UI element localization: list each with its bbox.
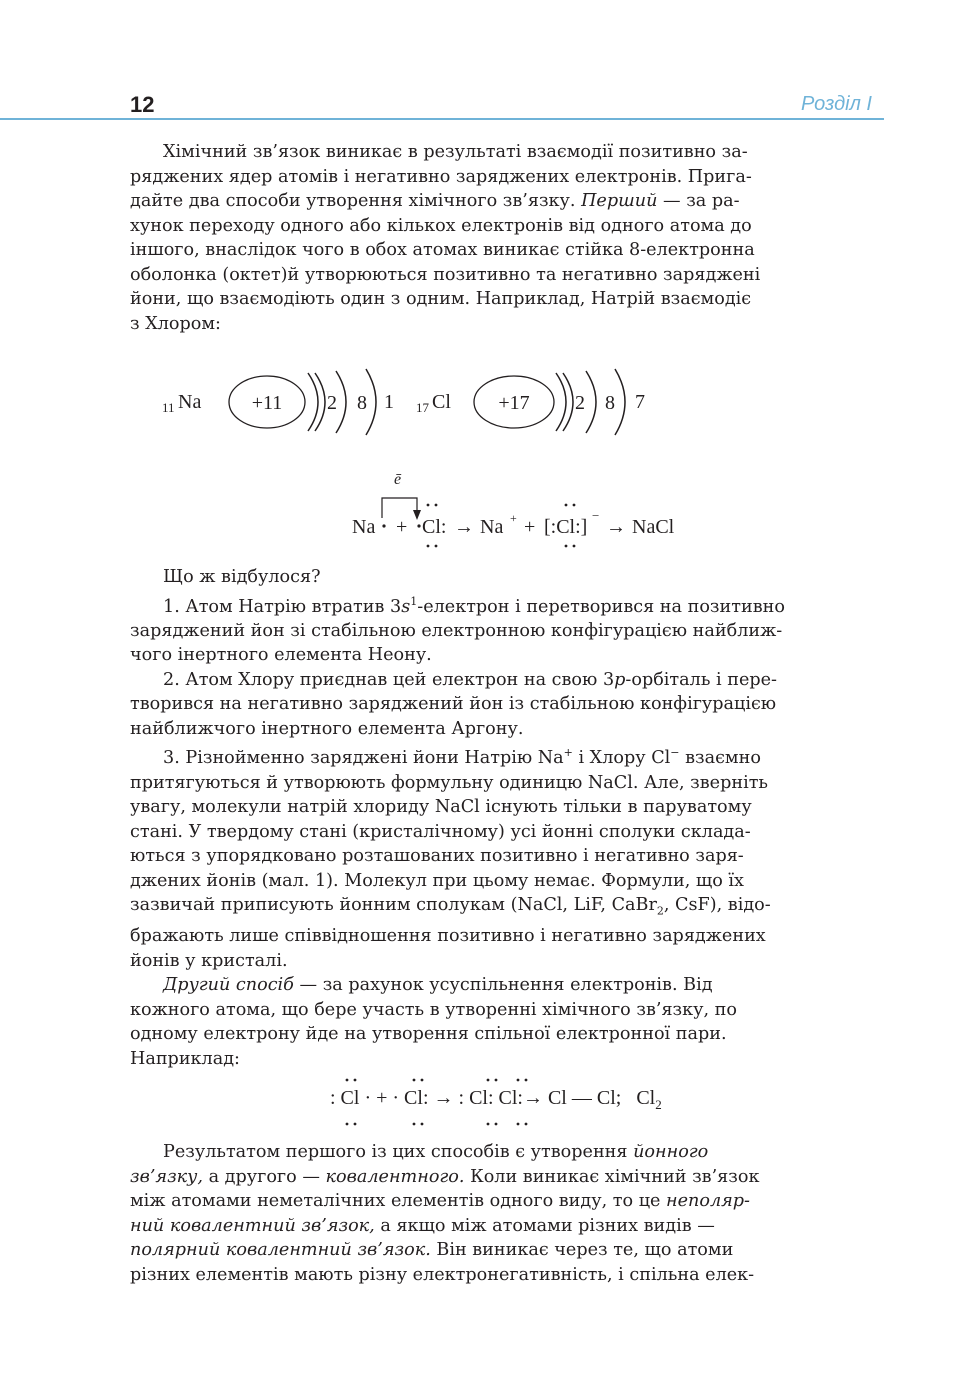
cl-shell-arc-2 <box>586 371 596 433</box>
na-shell-arc-2 <box>336 371 346 433</box>
cl-shell-3: 7 <box>635 391 645 413</box>
plus-sign: + <box>396 516 408 538</box>
na-shell-arc-1 <box>308 373 318 431</box>
electron-dot <box>417 524 420 527</box>
cl-shell-arc-1 <box>556 373 566 431</box>
cl-nucleus-charge: +17 <box>498 392 530 414</box>
na-shell-2: 8 <box>357 392 367 414</box>
text-line: стані. У твердому стані (кристалічному) усі йонні сполуки склада- <box>130 821 751 842</box>
section-title: Розділ I <box>801 93 872 115</box>
electron-dots <box>330 1074 550 1134</box>
na-shell-3: 1 <box>384 391 394 413</box>
text-line: ються з упорядковано розташованих позитивно і негативно заря- <box>130 846 744 867</box>
text-line: з Хлором: <box>130 313 221 334</box>
text-line: ряджених ядер атомів і негативно заряджених електронів. Прига- <box>130 166 752 187</box>
bond-types-paragraph: Результатом першого із цих способів є утворення йонного зв’язку, а другого — ковалентного. Коли виникає хімічний зв’язок між атомами неметалічних елементів одного виду, то це неполяр- ний ковалентний зв’язок, а якщо між атомами різних видів — полярний ковалентний зв’язок. Він виникає через те, що атоми різних елементів мають різну електронегативність, і спільна елек- <box>130 1140 872 1287</box>
atom-shell-diagram <box>150 365 670 445</box>
text-line: Наприклад: <box>130 1048 240 1069</box>
cl-shell-arc-1b <box>563 373 573 431</box>
text-line: заряджений йон зі стабільною електронною конфігурацією найближ- <box>130 620 783 641</box>
reaction-arrow: → <box>454 516 474 538</box>
na-shell-1: 2 <box>327 392 337 414</box>
text-line: притягуються й утворюють формульну одиницю NaCl. Але, зверніть <box>130 772 769 793</box>
plus-sign: + <box>524 516 536 538</box>
na-shell-arc-3 <box>366 369 376 435</box>
cl-ion-charge: − <box>592 508 600 523</box>
term-first: Перший <box>581 191 658 211</box>
na-shell-arc-1b <box>315 373 325 431</box>
page-number: 12 <box>130 92 155 117</box>
text-line: кожного атома, що бере участь в утворенні хімічного зв’язку, по <box>130 999 737 1020</box>
cl-symbol: Cl <box>432 391 451 413</box>
text-line: різних елементів мають різну електронегативність, і спільна елек- <box>130 1264 755 1285</box>
electron-label: ē <box>394 471 402 488</box>
text-line: джених йонів (мал. 1). Молекул при цьому немає. Формули, що їх <box>130 870 744 891</box>
cl-shell-1: 2 <box>575 392 585 414</box>
cl-atomic-number: 17 <box>416 400 429 415</box>
cl-ion: [:Cl:] <box>544 516 588 538</box>
text-line: хунок переходу одного або кількох електронів від одного атома до <box>130 215 752 236</box>
arrow-head <box>413 510 421 520</box>
text-line: увагу, молекули натрій хлориду NaCl існують тільки в паруватому <box>130 797 752 818</box>
na-atom: Na <box>352 516 376 538</box>
text-line: йонів у кристалі. <box>130 950 288 971</box>
term-second-way: Другий спосіб <box>163 975 294 996</box>
header-rule <box>0 118 884 120</box>
text-line: Хімічний зв’язок виникає в результаті взаємодії позитивно за- <box>163 142 748 162</box>
cl-shell-2: 8 <box>605 392 615 414</box>
cl-shell-arc-3 <box>615 369 625 435</box>
text-line: чого інертного елемента Неону. <box>130 645 432 666</box>
na-ion: Na <box>480 516 504 538</box>
electron-dot <box>382 524 385 527</box>
na-symbol: Na <box>178 391 202 413</box>
explanation-section: Що ж відбулося? 1. Атом Натрію втратив $3s^1$-електрон і перетворився на позитивно заряджений йон зі стабільною електронною конфігурацією найближ- чого інертного елемента Неону. 2. Атом Хлору приєднав цей електрон на свою 3p-орбіталь і пере- творився на негативно заряджений йон із стабільною конфігурацією найближчого інертного елемента Аргону. 3. Різнойменно заряджені йони Натрію Na+ і Хлору Cl− взаємно притягуються й утворюють формульну одиницю NaCl. Але, зверніть увагу, молекули натрій хлориду NaCl існують тільки в паруватому стані. У твердому стані (кристалічному) усі йонні сполуки склада- ються з упорядковано розташованих позитивно і негативно заря- джених йонів (мал. 1). Молекул при цьому немає. Формули, що їх зазвичай приписують йонним сполукам (NaCl, LiF, CaBr$_2$, CsF), відо- бражають лише співвідношення позитивно і негативно заряджених йонів у кристалі. Другий спосіб — за рахунок усуспільнення електронів. Від кожного атома, що бере участь в утворенні хімічного зв’язку, по одному електрону йде на утворення спільної електронної пари. Наприклад: <box>130 565 872 1071</box>
text-line: іншого, внаслідок чого в обох атомах виникає стійка 8-електронна <box>130 240 755 260</box>
intro-paragraph: Хімічний зв’язок виникає в результаті взаємодії позитивно за- ряджених ядер атомів і негативно заряджених електронів. Прига- дайте два способи утворення хімічного зв’язку. Перший — за ра- хунок переходу одного або кількох електронів від одного атома до іншого, внаслідок чого в обох атомах виникає стійка 8-електронна оболонка (октет)й утворюються позитивно та негативно заряджені йони, що взаємодіють один з одним. Наприклад, Натрій взаємодіє з Хлором: <box>130 140 872 336</box>
reaction-arrow: → <box>606 516 626 538</box>
covalent-bond-equation: : Cl · + · Cl: → : Cl: Cl:→ Cl — Cl; $Cl_2$ <box>330 1087 662 1112</box>
product-nacl: NaCl <box>632 516 675 538</box>
cl-atom: Cl: <box>422 516 447 538</box>
question-line: Що ж відбулося? <box>163 567 321 587</box>
text-line: одному електрону йде на утворення спільної електронної пари. <box>130 1024 727 1045</box>
text-line: найближчого інертного елемента Аргону. <box>130 718 524 739</box>
electron-transfer-arrow <box>382 498 417 518</box>
text-line: йони, що взаємодіють один з одним. Наприклад, Натрій взаємодіє <box>130 289 752 309</box>
text-line: оболонка (октет)й утворюються позитивно та негативно заряджені <box>130 264 761 285</box>
na-atomic-number: 11 <box>162 400 175 415</box>
text-line: творився на негативно заряджений йон із стабільною конфігурацією <box>130 694 777 715</box>
ionic-bond-equation <box>340 462 700 562</box>
na-ion-charge: + <box>510 511 517 525</box>
text-line: бражають лише співвідношення позитивно і негативно заряджених <box>130 926 766 947</box>
na-nucleus-charge: +11 <box>251 392 283 414</box>
